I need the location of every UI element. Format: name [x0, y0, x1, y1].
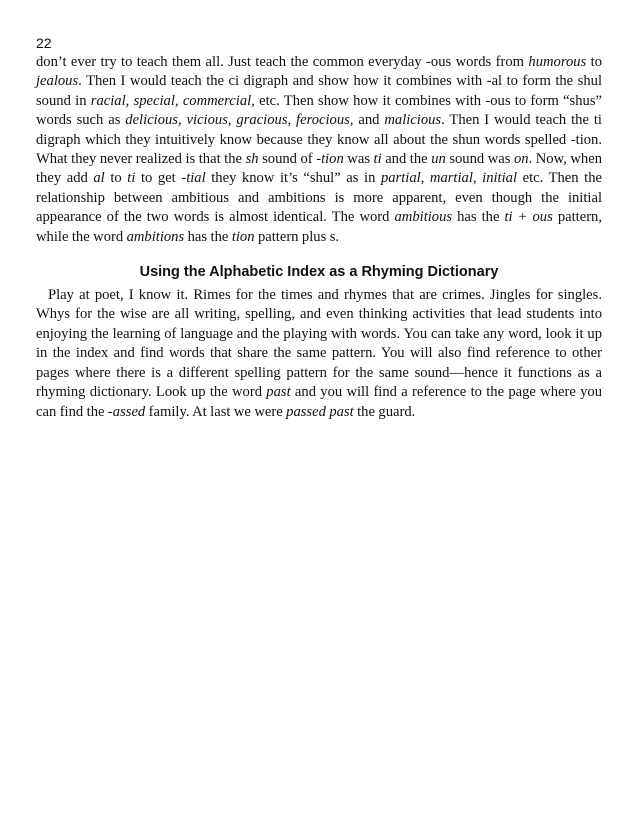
text-run: ,: [227, 112, 237, 129]
italic-text-run: on: [513, 151, 529, 168]
text-run: sound was: [445, 151, 514, 168]
text-run: they know it’s “shul” as in: [205, 170, 381, 187]
italic-text-run: tion: [321, 151, 344, 168]
text-run: Play at poet, I know it. Rimes for the times and rhymes that are crimes. Jingles for singles. Whys for the wise are all writing, spelling, and even thinking activities that lead students into enjoying the learning of language and the playing with words. You can take any word, look it up in the index and find words that share the same pattern. You will also find reference to other pages where there is a different spelling pattern for the same sound—hence it functions as a rhyming dictionary. Look up the word: [36, 287, 602, 401]
italic-text-run: ti + ous: [504, 209, 553, 226]
text-run: was: [343, 151, 374, 168]
italic-text-run: ambitions: [126, 228, 185, 245]
italic-text-run: ambitious: [394, 209, 453, 226]
text-run: to: [586, 54, 602, 70]
text-run: and the: [381, 151, 432, 168]
italic-text-run: malicious: [384, 112, 442, 129]
italic-text-run: assed: [112, 403, 146, 420]
italic-text-run: past: [266, 384, 291, 401]
italic-text-run: humorous: [528, 54, 587, 70]
page-number: 22: [36, 35, 52, 51]
text-run: . Then I would teach the ti digraph which they intuitively know because they know all about the shun words spelled -tion. What they never realized is that the: [36, 112, 602, 168]
text-run: sound of -: [258, 151, 322, 168]
italic-text-run: tial: [186, 170, 206, 187]
text-run: has the: [452, 209, 505, 226]
document-page: [36, 36, 602, 422]
text-run: , etc. Then show how it combines with -ous to form “shus” words such as: [36, 92, 602, 129]
text-run: and you will find a reference to the page where you can find the -: [36, 384, 603, 420]
italic-text-run: vicious: [186, 112, 228, 129]
body-paragraph-1: [36, 53, 602, 247]
italic-text-run: racial, special, commercial: [90, 92, 252, 109]
italic-text-run: passed past: [286, 403, 354, 420]
italic-text-run: jealous: [36, 73, 79, 90]
text-run: . Now, when they add: [36, 151, 602, 187]
text-run: ,: [177, 112, 187, 129]
italic-text-run: initial: [482, 170, 518, 187]
italic-text-run: ti: [127, 170, 136, 187]
body-paragraph-2: [36, 286, 602, 422]
text-run: ,: [420, 170, 430, 187]
text-run: don’t ever try to teach them all. Just teach the common everyday -ous words from: [36, 54, 529, 70]
text-run: family. At last we were: [145, 403, 287, 420]
italic-text-run: martial: [429, 170, 473, 187]
text-run: ,: [287, 112, 297, 129]
italic-text-run: ti: [373, 151, 382, 168]
italic-text-run: sh: [245, 151, 259, 168]
italic-text-run: delicious: [125, 112, 178, 129]
italic-text-run: ferocious: [296, 112, 350, 129]
text-run: to get -: [135, 170, 187, 187]
italic-text-run: partial: [380, 170, 421, 187]
text-run: has the: [184, 228, 232, 245]
italic-text-run: tion: [231, 228, 255, 245]
text-run: , and: [349, 112, 385, 129]
italic-text-run: un: [431, 151, 446, 168]
text-run: the guard.: [353, 403, 416, 420]
text-run: etc. Then the relationship between ambitious and ambitions is more apparent, even though the initial appearance of the two words is almost identical. The word: [36, 170, 602, 226]
section-heading: Using the Alphabetic Index as a Rhyming Dictionary: [139, 264, 499, 281]
text-run: ,: [472, 170, 483, 187]
italic-text-run: gracious: [236, 112, 288, 129]
text-run: . Then I would teach the ci digraph and show how it combines with -al to form the shul sound in: [36, 73, 602, 109]
text-run: to: [104, 170, 128, 187]
text-run: pattern, while the word: [36, 209, 602, 245]
text-run: pattern plus s.: [254, 228, 340, 245]
italic-text-run: al: [93, 170, 105, 187]
